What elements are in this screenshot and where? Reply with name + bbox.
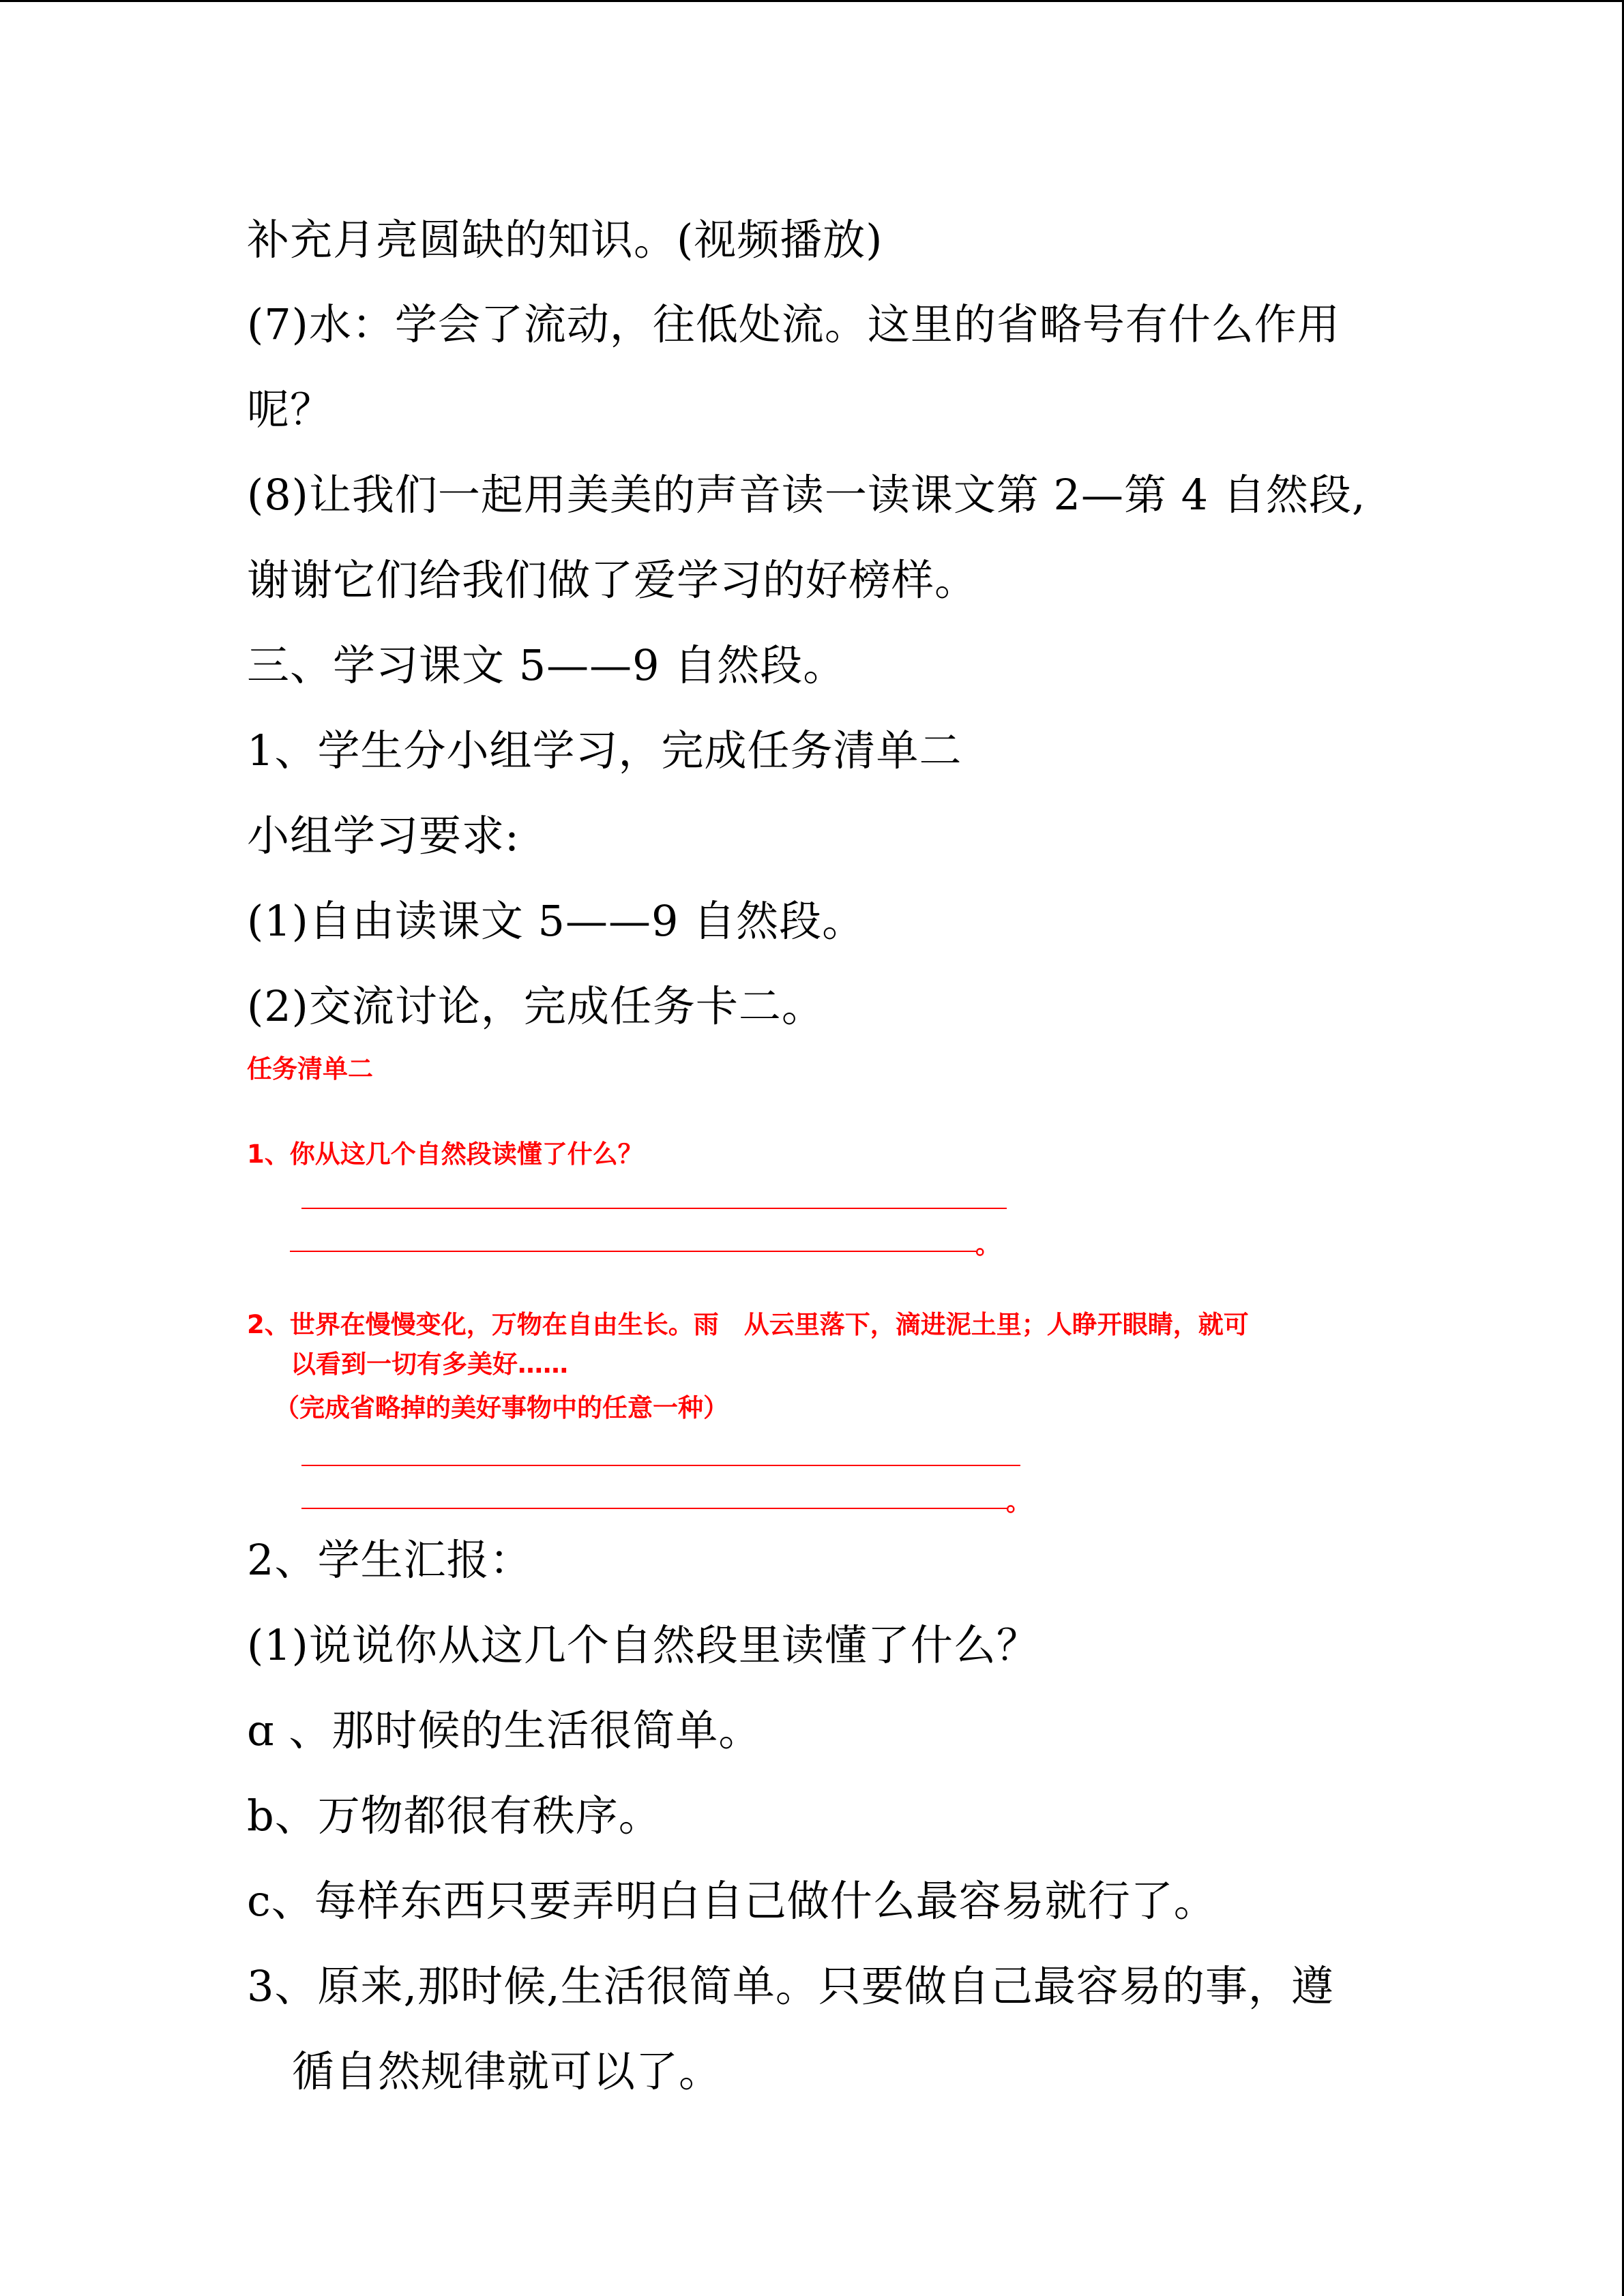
text-line-question: 呢？ (247, 385, 334, 434)
text-line-video: 补充月亮圆缺的知识。(视频播放) (247, 215, 883, 265)
task-card-question-2-line-2: 以看到一切有多美好…… (291, 1350, 568, 1379)
task-card-note: （完成省略掉的美好事物中的任意一种） (274, 1393, 728, 1422)
answer-end-mark-2: 。 (1006, 1487, 1031, 1517)
answer-end-mark-1: 。 (975, 1230, 1001, 1259)
text-line-report: 2、学生汇报： (247, 1535, 533, 1585)
text-line-group-study: 1、学生分小组学习，完成任务清单二 (247, 726, 962, 775)
answer-blank-1a (301, 1208, 1007, 1209)
task-card-title: 任务清单二 (247, 1054, 373, 1084)
answer-blank-2a (301, 1465, 1020, 1466)
answer-blank-1b (290, 1251, 976, 1252)
section-heading-three: 三、学习课文 5——9 自然段。 (247, 640, 846, 690)
text-line-read-aloud: (8)让我们一起用美美的声音读一读课文第 2—第 4 自然段, (247, 470, 1366, 520)
text-line-item-c: c、每样东西只要弄明白自己做什么最容易就行了。 (247, 1876, 1217, 1926)
text-line-item-a: ɑ 、那时候的生活很简单。 (247, 1705, 762, 1755)
text-line-report-q1: (1)说说你从这几个自然段里读懂了什么？ (247, 1620, 1039, 1670)
task-card-question-1: 1、你从这几个自然段读懂了什么？ (247, 1139, 643, 1169)
text-line-summary: 3、原来,那时候,生活很简单。只要做自己最容易的事，遵 (247, 1961, 1334, 2011)
text-line-summary-cont: 循自然规律就可以了。 (292, 2046, 722, 2096)
page-top-border (0, 0, 1624, 2)
text-line-thanks: 谢谢它们给我们做了爱学习的好榜样。 (247, 555, 978, 605)
task-card-question-2-line-1: 2、世界在慢慢变化，万物在自由生长。雨 从云里落下，滴进泥土里；人睁开眼睛，就可 (247, 1310, 1249, 1339)
text-line-water: (7)水：学会了流动，往低处流。这里的省略号有什么作用 (247, 299, 1340, 349)
answer-blank-2b (301, 1508, 1007, 1509)
text-line-requirements: 小组学习要求: (247, 811, 520, 861)
text-line-item-b: b、万物都很有秩序。 (247, 1791, 662, 1840)
text-line-req-1: (1)自由读课文 5——9 自然段。 (247, 896, 866, 946)
text-line-req-2: (2)交流讨论，完成任务卡二。 (247, 981, 825, 1031)
